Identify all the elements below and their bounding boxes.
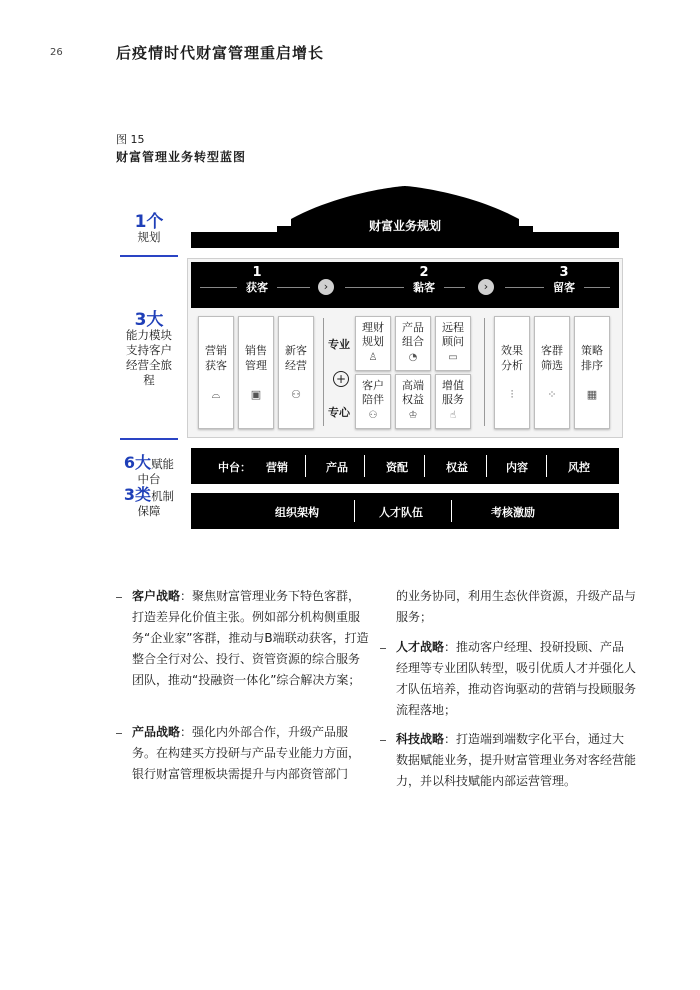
card-line: 经营 (285, 359, 307, 372)
bullet-text: ：聚焦财富管理业务下特色客群，打造差异化价值主张。例如部分机构侧重服务“企业家”客群，推动与B端联动获客，打造整合全行对公、投行、资管资源的综合服务团队，推动“投融资一体化”综合解决方案； (132, 589, 369, 687)
modules-line-1: 能力模块 (126, 328, 172, 342)
professional-label: 专业 (328, 338, 350, 351)
bullet-dash (380, 740, 386, 741)
divider (120, 255, 178, 257)
card-line: 规划 (362, 335, 384, 348)
platform-label (116, 455, 182, 519)
module-card (574, 316, 610, 429)
platform-suffix: 赋能 (151, 457, 175, 471)
bullet-paragraph (396, 637, 636, 721)
presentation-icon: ▣ (250, 388, 262, 401)
step-engage (404, 265, 444, 295)
bullet-term: 客户战略 (132, 589, 181, 603)
crown-icon: ♔ (408, 410, 418, 421)
platform-item: 营销 (266, 461, 288, 474)
platform-item: 资配 (386, 461, 408, 474)
bullet-dash (380, 648, 386, 649)
card-line: 陪伴 (362, 393, 384, 406)
bullet-dash (116, 597, 122, 598)
bullet-paragraph (396, 729, 636, 792)
bullet-paragraph (132, 586, 370, 691)
chevron-right-icon: › (318, 279, 334, 295)
plus-icon (333, 371, 349, 387)
chart-icon: ⫶ (510, 388, 514, 401)
plan-count: 1个 (134, 212, 164, 232)
bullet-term: 科技战略 (396, 732, 445, 746)
portfolio-icon: ◔ (408, 352, 418, 363)
step-retain (544, 265, 584, 295)
bullet-term: 人才战略 (396, 640, 445, 654)
card-line: 获客 (205, 359, 227, 372)
mechanism-item: 考核激励 (491, 506, 535, 519)
card-line: 新客 (285, 344, 307, 357)
platform-item: 权益 (446, 461, 468, 474)
service-card (435, 374, 471, 429)
mechanism-suffix: 机制 (151, 489, 175, 503)
plus-sign: + (335, 372, 347, 386)
card-line: 组合 (402, 335, 424, 348)
mechanism-item: 组织架构 (275, 506, 319, 519)
step-acquire (237, 265, 277, 295)
platform-item: 风控 (568, 461, 590, 474)
bullet-text: ：打造端到端数字化平台，通过大数据赋能业务，提升财富管理业务对客经营能力，并以科技赋能内部运营管理。 (396, 732, 637, 788)
band-separator (486, 455, 487, 477)
band-separator (424, 455, 425, 477)
figure-label: 图 15 (116, 133, 145, 146)
divider (120, 438, 178, 440)
monitor-icon: ▭ (448, 352, 458, 363)
roof-title: 财富业务规划 (368, 219, 441, 233)
card-line: 高端 (402, 379, 424, 392)
platform-text: 中台 (137, 472, 161, 486)
band-separator (546, 455, 547, 477)
service-card (435, 316, 471, 371)
card-line: 客群 (541, 344, 563, 357)
group-icon: ⚇ (291, 388, 301, 401)
card-line: 产品 (402, 321, 424, 334)
bullet-paragraph (396, 586, 636, 628)
bullet-term: 产品战略 (132, 725, 181, 739)
mechanism-item: 人才队伍 (379, 506, 423, 519)
band-separator (451, 500, 452, 522)
step-number: 1 (252, 265, 262, 280)
card-line: 分析 (501, 359, 523, 372)
platform-item: 产品 (326, 461, 348, 474)
bullet-dash (116, 733, 122, 734)
band-separator (305, 455, 306, 477)
platform-count: 6大 (123, 453, 152, 472)
chevron-right-icon: › (478, 279, 494, 295)
module-card (278, 316, 314, 429)
people-icon: ⚇ (368, 410, 378, 421)
section-divider (484, 318, 485, 426)
card-line: 增值 (442, 379, 464, 392)
service-card (395, 374, 431, 429)
card-line: 效果 (501, 344, 523, 357)
mechanism-count: 3类 (123, 485, 152, 504)
band-separator (354, 500, 355, 522)
module-card (534, 316, 570, 429)
hand-icon: ☝ (449, 410, 457, 421)
step-number: 2 (419, 265, 429, 280)
platform-label-text: 中台： (218, 461, 251, 474)
band-separator (364, 455, 365, 477)
card-line: 远程 (442, 321, 464, 334)
step-label: 留客 (553, 281, 575, 294)
modules-label (116, 310, 182, 388)
service-card (355, 316, 391, 371)
module-card (494, 316, 530, 429)
bullet-text: ：推动客户经理、投研投顾、产品经理等专业团队转型，吸引优质人才并强化人才队伍培养，推动咨询驱动的营销与投顾服务流程落地； (396, 640, 637, 717)
step-number: 3 (559, 265, 569, 280)
advisor-icon: ♙ (368, 352, 378, 363)
card-line: 客户 (362, 379, 384, 392)
dots-icon: ⁘ (547, 388, 557, 401)
grid-icon: ▦ (586, 388, 598, 401)
card-line: 顾问 (442, 335, 464, 348)
card-line: 销售 (245, 344, 267, 357)
modules-line-3: 经营全旅 (126, 358, 172, 372)
modules-line-2: 支持客户 (126, 343, 172, 357)
service-card (355, 374, 391, 429)
bullet-paragraph (132, 722, 370, 785)
dedicated-label: 专心 (328, 406, 350, 419)
page-number: 26 (50, 47, 63, 58)
service-card (395, 316, 431, 371)
module-card (238, 316, 274, 429)
card-line: 策略 (581, 344, 603, 357)
document-title: 后疫情时代财富管理重启增长 (116, 44, 325, 62)
step-label: 获客 (246, 281, 268, 294)
step-label: 黏客 (413, 281, 435, 294)
card-line: 权益 (402, 393, 424, 406)
bullet-text: ：强化内外部合作，升级产品服务。在构建买方投研与产品专业能力方面，银行财富管理板块需提升与内部资管部门 (132, 725, 361, 781)
megaphone-icon: ⌓ (211, 388, 221, 401)
modules-count: 3大 (134, 310, 164, 330)
card-line: 排序 (581, 359, 603, 372)
section-divider (323, 318, 324, 426)
bullet-text: 的业务协同，利用生态伙伴资源，升级产品与服务； (396, 589, 637, 624)
card-line: 服务 (442, 393, 464, 406)
figure-title: 财富管理业务转型蓝图 (116, 150, 247, 164)
modules-line-4: 程 (143, 373, 155, 387)
card-line: 营销 (205, 344, 227, 357)
plan-label (120, 212, 178, 245)
card-line: 管理 (245, 359, 267, 372)
card-line: 筛选 (541, 359, 563, 372)
plan-text: 规划 (137, 230, 161, 244)
platform-item: 内容 (506, 461, 528, 474)
card-line: 理财 (362, 321, 384, 334)
mechanism-text: 保障 (137, 504, 161, 518)
module-card (198, 316, 234, 429)
